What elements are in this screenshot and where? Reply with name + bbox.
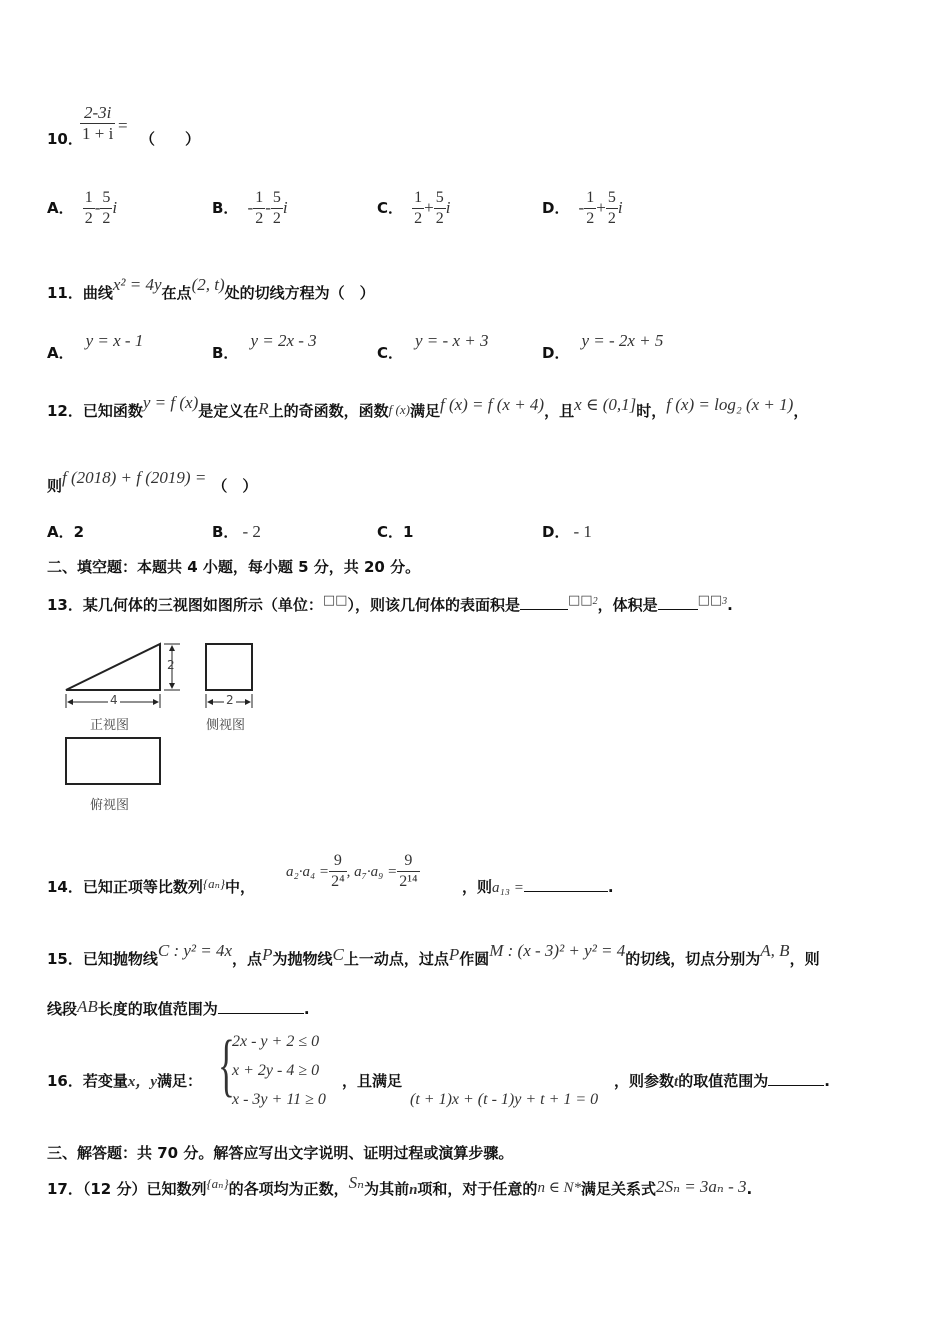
q12-option-a[interactable]: A．2: [47, 523, 85, 541]
q12-option-d[interactable]: D． - 1: [542, 522, 592, 541]
front-view-label: 正视图: [90, 718, 130, 733]
q11-stem: 11．曲线x² = 4y在点(2, t)处的切线方程为（ ）: [47, 275, 375, 302]
q16-blank[interactable]: [768, 1085, 824, 1086]
dim-label-height: 2: [167, 658, 175, 672]
q12-option-b[interactable]: B． - 2: [212, 522, 261, 541]
q12-stem-line2: 则f (2018) + f (2019) = （ ）: [47, 468, 258, 495]
q15-stem-line1: 15．已知抛物线C : y² = 4x，点P为抛物线C上一动点，过点P作圆M : (x - 3)² + y² = 4的切线，切点分别为A, B，则: [47, 941, 820, 968]
q14-blank[interactable]: [524, 891, 608, 892]
side-view-square: [206, 644, 252, 690]
q16-brace: {: [218, 1027, 235, 1104]
q16-constraint-3: x - 3y + 11 ≥ 0: [232, 1091, 326, 1108]
q13-blank-area[interactable]: [520, 609, 568, 610]
q10-option-b[interactable]: B． - $\frac{1}{2}$ - $\frac{5}{2}$ i: [212, 189, 288, 227]
q16-tail: ，则参数t的取值范围为 .: [614, 1072, 830, 1090]
q12-stem-line1: 12．已知函数y = f (x)是定义在R上的奇函数，函数f (x)满足f (x) = f (x + 4)，且x ∈ (0,1]时，f (x) = log₂ (x + 1)，: [47, 393, 809, 420]
q11-option-b[interactable]: B．y = 2x - 3: [212, 331, 317, 362]
side-view-label: 侧视图: [206, 718, 246, 733]
q16-stem: 16．若变量x，y满足：: [47, 1072, 203, 1090]
q13-blank-volume[interactable]: [658, 609, 698, 610]
q15-stem-line2: 线段AB长度的取值范围为 .: [47, 997, 310, 1018]
q10-paren: （ ）: [140, 130, 201, 148]
dim-label-width: 4: [110, 693, 118, 707]
q11-option-d[interactable]: D．y = - 2x + 5: [542, 331, 664, 362]
q16-line-eq: (t + 1)x + (t - 1)y + t + 1 = 0: [410, 1091, 599, 1108]
q16-text-and: ，且满足: [342, 1072, 403, 1090]
q15-blank[interactable]: [218, 1013, 304, 1014]
q14-stem: 14．已知正项等比数列{aₙ}中，: [47, 876, 256, 896]
q10-option-d[interactable]: D． - $\frac{1}{2}$ + $\frac{5}{2}$ i: [542, 189, 623, 227]
q10-tail: =: [118, 116, 128, 135]
front-view-triangle: [66, 644, 160, 690]
dim-label-side: 2: [226, 693, 234, 707]
q14-expr: a₂·a₄ = $\frac{9}{\text{2⁴}}$ , a₇·a₉ = $\frac{9}{\text{2¹⁴}}$: [286, 852, 418, 890]
top-view-rectangle: [66, 738, 160, 784]
q14-tail: ，则a₁₃ = .: [462, 878, 614, 896]
q10-option-c[interactable]: C． $\frac{1}{2}$ + $\frac{5}{2}$ i: [377, 189, 451, 227]
q16-constraint-2: x + 2y - 4 ≥ 0: [232, 1062, 320, 1079]
section-3-heading: 三、解答题：共 70 分。解答应写出文字说明、证明过程或演算步骤。: [47, 1144, 514, 1162]
q10-number: 10．: [47, 130, 83, 148]
q16-constraint-1: 2x - y + 2 ≤ 0: [232, 1033, 320, 1050]
top-view-label: 俯视图: [90, 798, 130, 813]
q17-stem: 17．（12 分）已知数列{aₙ}的各项均为正数，Sₙ为其前n项和，对于任意的n ∈ N*满足关系式2Sₙ = 3aₙ - 3.: [47, 1173, 753, 1198]
q11-option-c[interactable]: C．y = - x + 3: [377, 331, 489, 362]
q10-option-a[interactable]: A． $\frac{1}{2}$ - $\frac{5}{2}$ i: [47, 189, 118, 227]
q11-option-a[interactable]: A．y = x - 1: [47, 331, 144, 362]
q10-fraction: $\frac{2-3i}{1 + i}$: [82, 103, 114, 143]
q13-stem: 13．某几何体的三视图如图所示（单位：□□），则该几何体的表面积是 □□$^2$，体积是 □□$^3$.: [47, 593, 733, 614]
q12-option-c[interactable]: C．1: [377, 523, 414, 541]
section-2-heading: 二、填空题：本题共 4 小题，每小题 5 分，共 20 分。: [47, 558, 421, 576]
